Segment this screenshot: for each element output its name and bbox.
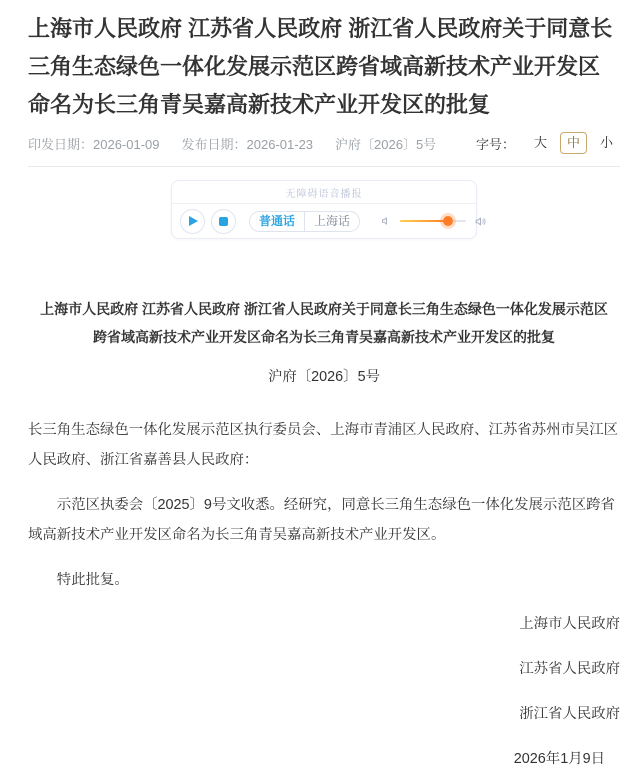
volume-slider[interactable] [400, 220, 466, 222]
document-title: 上海市人民政府 江苏省人民政府 浙江省人民政府关于同意长三角生态绿色一体化发展示范区跨省域高新技术产业开发区命名为长三角青吴嘉高新技术产业开发区的批复 [40, 301, 608, 345]
paragraph-main: 示范区执委会〔2025〕9号文收悉。经研究，同意长三角生态绿色一体化发展示范区跨省域高新技术产业开发区命名为长三角青吴嘉高新技术产业开发区。 [28, 497, 615, 543]
paragraph-closing: 特此批复。 [56, 572, 129, 588]
meta-row [28, 132, 620, 154]
signature-block [28, 609, 620, 774]
publish-date-label: 发布日期： [181, 136, 247, 152]
font-size-small-button[interactable]: 小 [599, 135, 613, 150]
page-title: 上海市人民政府 江苏省人民政府 浙江省人民政府关于同意长三角生态绿色一体化发展示范区跨省域高新技术产业开发区命名为长三角青吴嘉高新技术产业开发区的批复 [28, 16, 613, 117]
language-toggle [249, 211, 360, 232]
doc-number-meta: 沪府〔2026〕5号 [335, 136, 437, 152]
volume-min-icon[interactable] [380, 215, 392, 227]
audio-player [171, 180, 477, 239]
header-divider [28, 166, 620, 167]
signature-jiangsu: 江苏省人民政府 [519, 661, 620, 677]
meta-info [28, 134, 436, 153]
document-body [28, 295, 620, 774]
font-size-control [476, 132, 620, 154]
document-number: 沪府〔2026〕5号 [268, 369, 380, 385]
publish-date [182, 134, 314, 153]
volume-knob[interactable] [443, 216, 453, 226]
volume-fill [400, 220, 448, 222]
print-date-value: 2026-01-09 [93, 136, 160, 152]
salutation: 长三角生态绿色一体化发展示范区执行委员会、上海市青浦区人民政府、江苏省苏州市吴江区人民政府、浙江省嘉善县人民政府： [28, 422, 619, 468]
signature-zhejiang: 浙江省人民政府 [519, 706, 620, 722]
print-date-label: 印发日期： [28, 136, 94, 152]
font-size-large-button[interactable]: 大 [533, 135, 547, 150]
font-size-label: 字号： [475, 136, 515, 152]
play-icon [189, 216, 198, 226]
audio-player-title: 无障碍语音播报 [172, 181, 476, 204]
language-shanghainese-button[interactable]: 上海话 [314, 213, 351, 228]
language-mandarin-button[interactable]: 普通话 [250, 212, 305, 231]
font-size-medium-button[interactable]: 中 [560, 132, 587, 154]
print-date [28, 134, 160, 153]
publish-date-value: 2026-01-23 [246, 136, 314, 152]
stop-button[interactable] [211, 209, 236, 234]
document-date: 2026年1月9日 [513, 751, 605, 767]
volume-control [380, 215, 487, 228]
signature-shanghai: 上海市人民政府 [519, 616, 620, 632]
play-button[interactable] [180, 209, 205, 234]
audio-controls [172, 204, 476, 238]
stop-icon [219, 217, 228, 226]
volume-max-icon[interactable] [474, 215, 487, 228]
